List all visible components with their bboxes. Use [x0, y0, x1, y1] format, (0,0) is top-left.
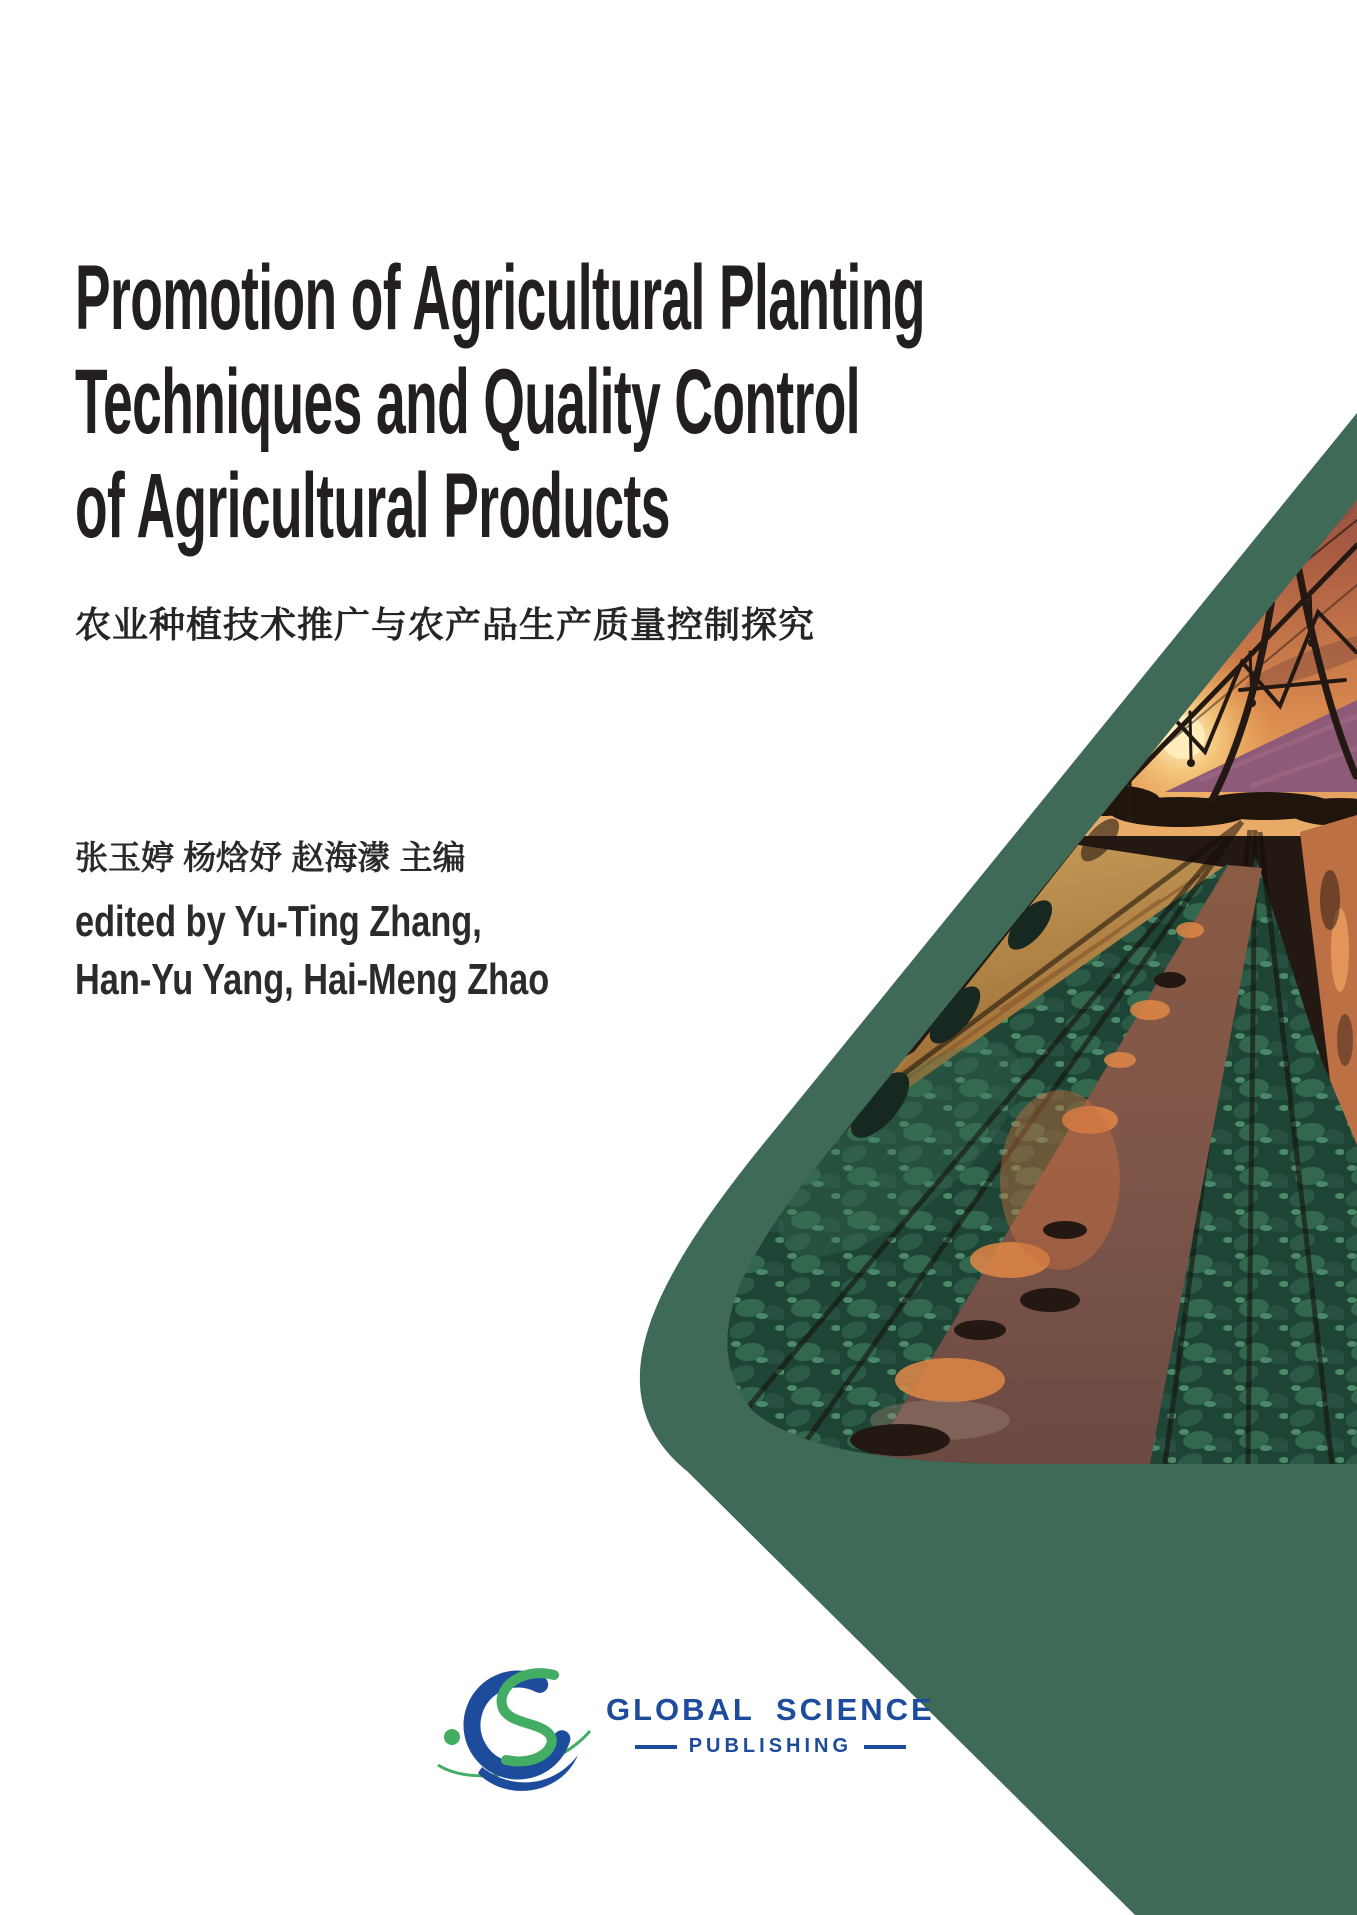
title-line-1: Promotion of Agricultural Planting — [75, 247, 925, 349]
editors-line-1: edited by Yu-Ting Zhang, — [75, 897, 482, 946]
book-subtitle-chinese: 农业种植技术推广与农产品生产质量控制探究 — [75, 604, 816, 645]
title-line-3: of Agricultural Products — [75, 455, 670, 557]
publisher-subname: PUBLISHING — [688, 1735, 853, 1757]
editors-line-2: Han-Yu Yang, Hai-Meng Zhao — [75, 955, 550, 1004]
title-line-2: Techniques and Quality Control — [75, 351, 861, 453]
publisher-subrow — [635, 1735, 906, 1758]
editors-english — [75, 893, 549, 1009]
publisher-logo-text — [606, 1692, 935, 1758]
publisher-logo — [428, 1645, 935, 1805]
left-dash-rule — [635, 1745, 677, 1749]
publisher-name: GLOBAL SCIENCE — [606, 1692, 935, 1727]
right-dash-rule — [864, 1745, 906, 1749]
book-title — [75, 246, 925, 558]
globe-swirl-gs-logo-icon — [428, 1647, 600, 1803]
authors-chinese: 张玉婷 杨焓妤 赵海濛 主编 — [75, 839, 466, 876]
